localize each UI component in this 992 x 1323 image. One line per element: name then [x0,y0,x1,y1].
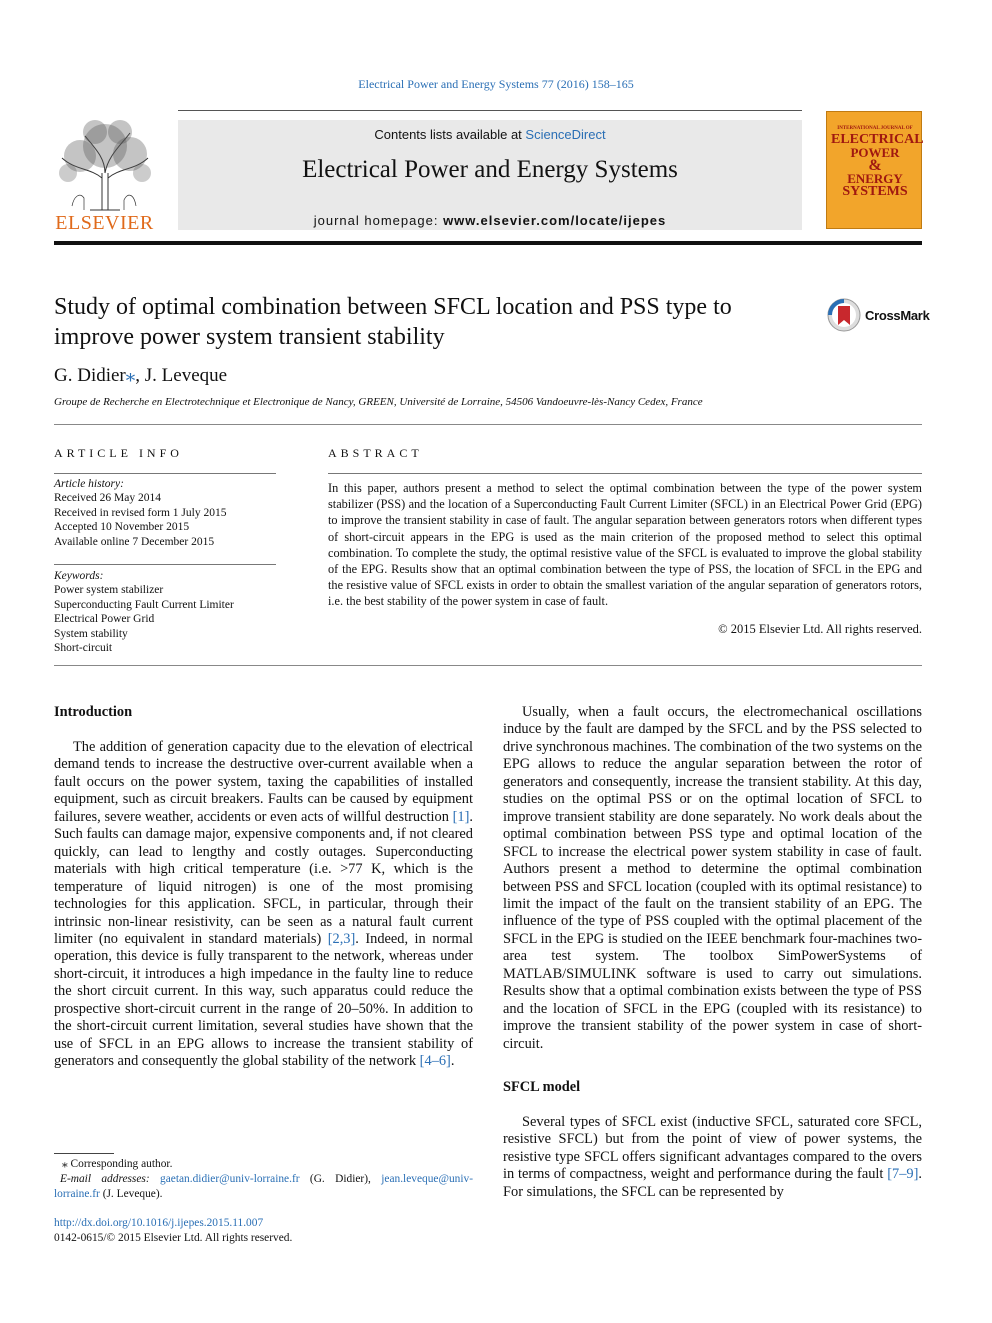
history-revised: Received in revised form 1 July 2015 [54,506,227,519]
elsevier-wordmark: ELSEVIER [55,212,154,234]
affiliation: Groupe de Recherche en Electrotechnique et Electronique de Nancy, GREEN, Université de Lorraine, 54506 Vandoeuvre-lès-Nancy Cedex, France [54,396,703,408]
keywords-label: Keywords: [54,570,104,582]
affiliation-rule [54,424,922,425]
journal-title: Electrical Power and Energy Systems [302,156,678,183]
header-top-rule [178,110,802,111]
introduction-paragraph [54,739,473,1071]
footnote-star: ⁎ [62,1158,68,1170]
front-matter-rule [54,665,922,666]
keyword-item: Electrical Power Grid [54,613,155,626]
author-separator: , [135,365,145,386]
ref-link-4-6[interactable]: [4–6] [419,1053,451,1070]
keyword-item: Superconducting Fault Current Limiter [54,598,234,611]
abstract-rule [328,473,922,474]
history-label: Article history: [54,478,124,490]
email-leveque-link[interactable]: jean.leveque@univ-lorraine.fr [54,1173,473,1200]
crossmark-badge[interactable] [827,298,930,332]
crossmark-icon [827,298,861,332]
article-info-rule [54,473,276,474]
keywords-rule [54,564,276,565]
sciencedirect-link[interactable]: ScienceDirect [525,127,606,142]
introduction-heading: Introduction [54,704,133,720]
email-leveque-name: (J. Leveque). [99,1187,163,1200]
doi-block [54,1216,292,1245]
author-didier[interactable]: G. Didier [54,365,126,386]
cover-line-3: & [868,157,882,174]
journal-cover-thumbnail[interactable] [826,111,922,229]
history-accepted: Accepted 10 November 2015 [54,521,190,534]
header-bottom-rule [54,241,922,245]
cover-line-1: ELECTRICAL [831,132,924,147]
cover-line-2: POWER [850,145,900,160]
cover-line-4: ENERGY [847,171,903,186]
sfcl-paragraph [503,1114,922,1201]
crossmark-label: CrossMark [865,308,930,323]
sfcl-text-1: Several types of SFCL exist (inductive SFCL, saturated core SFCL, resistive SFCL) but from the point of view of power systems, the resistive type SFCL offers significant advantages compared to the overs in terms of compactness, weight and performance during the fault [503,1114,922,1183]
journal-homepage [178,213,802,228]
keywords [54,569,276,655]
sfcl-model-heading: SFCL model [503,1079,581,1095]
corresponding-author-note [54,1157,481,1172]
intro-text-4: . [450,1053,455,1070]
email-addresses [54,1172,473,1201]
abstract-heading: ABSTRACT [328,446,423,460]
journal-cover-title [831,126,924,199]
author-list [54,364,227,387]
article-info-heading: ARTICLE INFO [54,446,183,460]
ref-link-1[interactable]: [1] [452,808,470,825]
sfcl-text-2: . For simulations, the SFCL can be represented by [503,1166,922,1200]
intro-text-1: The addition of generation capacity due to the elevation of electrical demand tends to increase the destructive over-current available when a fault occurs on the power system, taxing the capabilities of installed equipment, such as circuit breakers. Faults can be caused by equipment failures, severe weather, accidents or even acts of willful destruction [54,739,473,825]
footnote-rule [54,1153,114,1154]
history-online: Available online 7 December 2015 [54,535,215,548]
abstract-text: In this paper, authors present a method to select the optimal combination between the type of the power system stabilizer (PSS) and the location of a Superconducting Fault Current Limiter (SFCL) in an Electrical Power Grid (EPG) to improve the transient stability in case of fault. The angular separation between generators rotors when different types of short-circuit appears in the EPG is used as the main criterion of the proposed method to select this optimal combination. To complete the study, the optimal resistive value of the SFCL is evaluated to improve the global stability of the EPG. Results show that an optimal combination between the type of PSS, the location of SFCL in the EPG and the resistive value of SFCL exists in order to obtain the smallest variation of the angular separation of generators rotors, i.e. the best stability of the power system in case of fault. [328,481,922,609]
sfcl-model-body [503,1114,922,1201]
ref-link-7-9[interactable]: [7–9] [887,1166,919,1183]
motivation-paragraph: Usually, when a fault occurs, the electromechanical oscillations induce by the fault are damped by the SFCL and by the PSS selected to drive synchronous machines. The combination of the two systems on the EPG allows to reduce the angular separation between the rotor of generators and consequently, increase the transient stability. At this day, studies on the optimal PSS or on the optimal location of SFCL to improve transient stability are done separately. No work deals about the optimal combination between PSS type and optimal location of the SFCL to increase the electrical power system stability in case of fault. Authors present a method to determine the optimal combination between PSS and SFCL location (coupled with its optimal resistance) to limit the impact of the fault on the transient stability of an EPG. The influence of the type of PSS coupled with the optimal placement of the SFCL in the EPG is studied on the IEEE benchmark four-machines two-area test system. The toolbox SimPowerSystems of MATLAB/SIMULINK software is used to carry out simulations. Results show that a optimal combination exists between the type of PSS and the location of SFCL in the EPG (coupled with its resistance) to improve the transient stability of the power system in case of short-circuit. [503,704,922,1052]
paper-title: Study of optimal combination between SFCL location and PSS type to improve power system transient stability [54,294,732,350]
email-didier-name: (G. Didier), [299,1173,382,1185]
corresponding-author-star[interactable]: ⁎ [125,365,136,386]
intro-text-3: . Indeed, in normal operation, this device is fully transparent to the network, whereas under short-circuit, it introduces a high impedance in the faulty line to reduce the short circuit current. In this way, such apparatus could reduce the prospective short-circuit current in the range of 20–50%. In addition to the short-circuit current limitation, several studies have shown that the use of SFCL in an EPG allows to increase the transient stability of generators and consequently the global stability of the network [54,930,473,1070]
issn-copyright: 0142-0615/© 2015 Elsevier Ltd. All rights reserved. [54,1231,293,1244]
keyword-item: Power system stabilizer [54,584,164,597]
footnote-corresponding: Corresponding author. [67,1158,173,1170]
keyword-item: System stability [54,627,128,640]
journal-citation[interactable]: Electrical Power and Energy Systems 77 (2016) 158–165 [358,77,634,91]
email-didier-link[interactable]: gaetan.didier@univ-lorraine.fr [160,1173,300,1185]
author-leveque[interactable]: J. Leveque [144,365,228,386]
keyword-item: Short-circuit [54,642,113,655]
homepage-link[interactable]: www.elsevier.com/locate/ijepes [443,213,667,228]
right-column-body [503,704,922,1053]
contents-lists [178,127,802,142]
history-received: Received 26 May 2014 [54,492,161,505]
introduction-body [54,739,473,1071]
ref-link-2-3[interactable]: [2,3] [327,930,356,947]
email-label: E-mail addresses: [60,1173,150,1185]
homepage-prefix: journal homepage: [313,213,444,228]
article-history [54,477,276,549]
cover-line-5: SYSTEMS [842,184,908,199]
abstract-copyright: © 2015 Elsevier Ltd. All rights reserved. [718,622,922,636]
cover-small-caption: INTERNATIONAL JOURNAL OF [837,126,913,131]
journal-header-band [178,120,802,230]
doi-link[interactable]: http://dx.doi.org/10.1016/j.ijepes.2015.11.007 [54,1217,264,1229]
intro-text-2: . Such faults can damage major, expensive components and, if not cleared quickly, can lead to lengthy and costly outages. Superconducting materials with high critical temperature (i.e. >77 K, which is the temperature of liquid nitrogen) is one of the most promising technologies for this application. SFCL, in particular, through their intrinsic non-linear resistivity, can be seen as a natural fault current limiter (no equivalent in standard materials) [54,808,473,947]
contents-prefix: Contents lists available at [374,127,526,142]
